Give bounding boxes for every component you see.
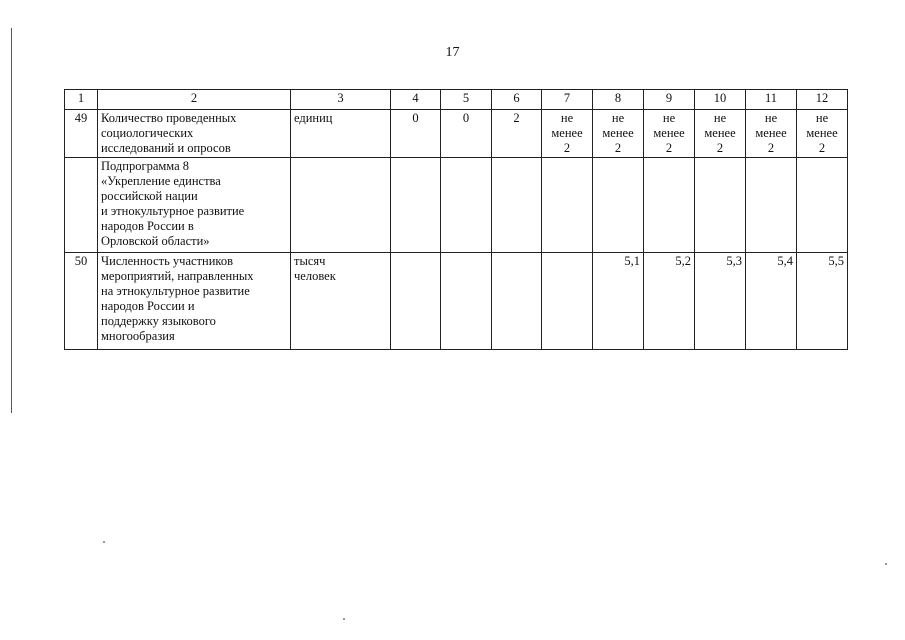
value-cell: 0 xyxy=(441,110,492,158)
value-cell: 5,1 xyxy=(593,253,644,350)
value-cell: 0 xyxy=(391,110,441,158)
header-cell: 1 xyxy=(65,90,98,110)
value-cell: 5,3 xyxy=(695,253,746,350)
scan-speck xyxy=(103,541,105,543)
value-cell xyxy=(492,253,542,350)
indicator-name-cell: Численность участников мероприятий, направленных на этнокультурное развитие народов России и поддержку языкового многообразия xyxy=(98,253,291,350)
value-cell: не менее 2 xyxy=(593,110,644,158)
value-cell xyxy=(644,158,695,253)
value-cell xyxy=(391,158,441,253)
value-cell: 5,4 xyxy=(746,253,797,350)
subprogram-title-cell: Подпрограмма 8 «Укрепление единства российской нации и этнокультурное развитие народов России в Орловской области» xyxy=(98,158,291,253)
header-cell: 5 xyxy=(441,90,492,110)
value-cell xyxy=(695,158,746,253)
value-cell xyxy=(746,158,797,253)
value-cell xyxy=(797,158,848,253)
page-number: 17 xyxy=(445,45,460,60)
value-cell xyxy=(542,158,593,253)
value-cell: не менее 2 xyxy=(797,110,848,158)
indicator-name-cell: Количество проведенных социологических исследований и опросов xyxy=(98,110,291,158)
header-cell: 12 xyxy=(797,90,848,110)
header-cell: 10 xyxy=(695,90,746,110)
row-number-cell xyxy=(65,158,98,253)
value-cell xyxy=(542,253,593,350)
header-cell: 7 xyxy=(542,90,593,110)
row-number-cell: 49 xyxy=(65,110,98,158)
header-cell: 2 xyxy=(98,90,291,110)
value-cell: 5,2 xyxy=(644,253,695,350)
value-cell: не менее 2 xyxy=(695,110,746,158)
binding-margin-line xyxy=(11,28,12,413)
header-cell: 11 xyxy=(746,90,797,110)
header-cell: 9 xyxy=(644,90,695,110)
table-row xyxy=(65,253,848,350)
value-cell xyxy=(441,158,492,253)
header-cell: 6 xyxy=(492,90,542,110)
header-cell: 4 xyxy=(391,90,441,110)
value-cell: 5,5 xyxy=(797,253,848,350)
table-row xyxy=(65,110,848,158)
value-cell: 2 xyxy=(492,110,542,158)
unit-cell xyxy=(291,158,391,253)
scan-speck xyxy=(885,563,887,565)
scan-speck xyxy=(343,618,345,620)
value-cell: не менее 2 xyxy=(746,110,797,158)
header-cell: 3 xyxy=(291,90,391,110)
table-row xyxy=(65,158,848,253)
value-cell xyxy=(492,158,542,253)
table-header-row xyxy=(65,90,848,110)
unit-cell: единиц xyxy=(291,110,391,158)
value-cell: не менее 2 xyxy=(542,110,593,158)
value-cell: не менее 2 xyxy=(644,110,695,158)
value-cell xyxy=(391,253,441,350)
header-cell: 8 xyxy=(593,90,644,110)
row-number-cell: 50 xyxy=(65,253,98,350)
unit-cell: тысяч человек xyxy=(291,253,391,350)
value-cell xyxy=(593,158,644,253)
indicator-table xyxy=(64,89,848,350)
value-cell xyxy=(441,253,492,350)
